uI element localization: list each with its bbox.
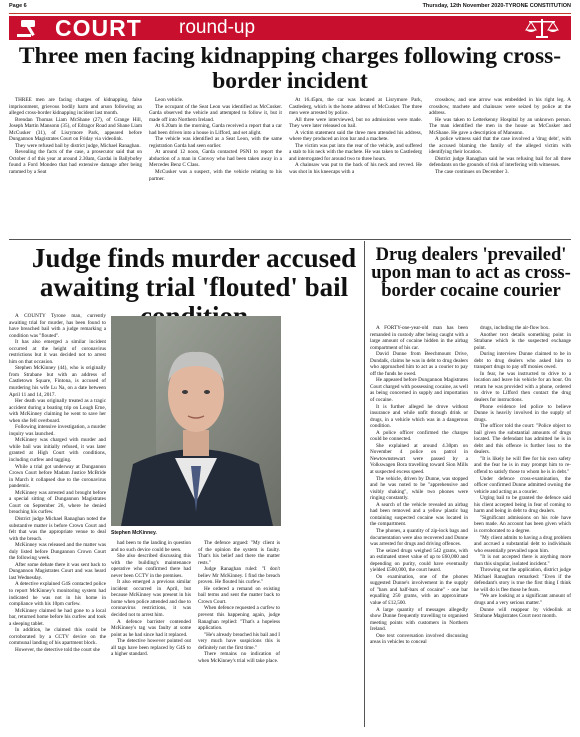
paragraph: At 6.20am in the morning, Garda received a report that a car had been driven into a house in Lifford, and set alight. [149, 123, 282, 136]
story1-column-3 [289, 97, 422, 176]
paragraph: It is further alleged he drove without insurance and while unfit through drink or drugs, in a vehicle which was in a dangerous condition. [370, 403, 468, 430]
paragraph: Another text details something point in Strabane which is the suspected exchange point. [474, 331, 571, 351]
paragraph: In addition, he claimed this could be corroborated by a CCTV device on the communal landing of his apartment block. [9, 627, 106, 647]
paragraph: "He's already breached his bail and I very much have suspicions this is definitely not the first time." [198, 631, 280, 651]
paragraph: One text conversation involved discussing areas in vehicles to conceal [370, 632, 468, 646]
paragraph: While a trial got underway at Dungannon Crown Court before Madam Justice McBride in March it collapsed due to the coronavirus pandemic. [9, 463, 106, 490]
paragraph: She also described discussing this with the building's maintenance operative who confirmed there had never been CCTV in the premises. [111, 553, 191, 579]
paragraph: "My client admits to having a drug problem and accrued a substantial debt to individuals who essentially prevailed upon him. [474, 534, 572, 554]
story2-column-3 [198, 540, 280, 664]
paragraph: On examination, one of the phones suggested Dunne's involvement in the supply of "bars and half-bars of cocaine" - one bar equalling 250 grams, with an approximate value of £12,500. [370, 573, 468, 606]
paragraph: The occupant of the Seat Leon was identified as McCusker. Garda observed the vehicle and attempted to follow it, but it made off into Northern Ireland. [149, 103, 282, 123]
paragraph: drugs, including the air-flow box. [480, 325, 550, 331]
paragraph: A search of the vehicle revealed an airbag had been removed and a yellow plastic bag containing suspected cocaine was located in the compartment. [370, 501, 468, 528]
paragraph: Judge Ranaghan ruled: "I don't believ Mr McKinney. I find the breach proven. He flouted his curfew." [198, 566, 280, 586]
paragraph: At around 12 noon, Garda contacted PSNI to report the abduction of a man in Convoy who had been taken away in a Mercedes Benz C Class. [149, 149, 282, 169]
paragraph: A chainsaw was put to the back of his neck and revved. He was shot in his kneecaps with a [289, 162, 422, 176]
story1-headline: Three men facing kidnapping charges following cross-border incident [18, 43, 562, 94]
paragraph: A detective explained G4S contacted police to report McKinney's monitoring system had indicated he was not in his home in compliance with his 10pm curfew. [9, 581, 106, 608]
paragraph: Following intensive investigation, a murder inquiry was launched. [9, 424, 106, 437]
paragraph: It has also emerged a similar incident occurred at the height of coronavirus restrictions but it was decided not to arrest him on that occasion. [9, 339, 106, 365]
gavel-icon [15, 18, 51, 38]
paragraph: "It is likely he will flee for his own safety and the fear he is in may prompt him to re-offend to satisfy those to whom he is in debt." [474, 455, 571, 476]
paragraph: Her death was originally treated as a tragic accident during a boating trip on Lough Erne, with McKinney claiming he went to save her when she fell overboard. [9, 398, 106, 424]
paragraph: A police witness said that the case involved a 'drug debt', with the accused blaming the family of the alleged victim with identifying their location. [429, 136, 571, 156]
paragraph: In fear, he was instructed to drive to a location and leave his vehicle for an hour. On return he was provided with a phone, ordered to drive to Lifford then contact the drug dealers for instructions. [474, 370, 571, 404]
paragraph: David Dunne from Beechmount Drive, Dundalk, claims he was in debt to drug dealers who approached him to act as a courier to pay off the funds he owed. [370, 351, 468, 377]
paragraph: The officer told the court: "Police object to bail given the substantial amounts of drugs located. The defendant has admitted he is in debt and this offence is further loss to the dealers. [474, 423, 571, 456]
paragraph: District judge Ranaghan said he was refusing bail for all three defendants on the grounds of risk of interfering with witnesses. [429, 155, 571, 169]
paragraph: The defence argued: "My client is of the opinion the system is faulty. That's his belief and there the matter rests." [198, 540, 280, 566]
paragraph: During interview Dunne claimed to be in debt to drug dealers who asked him to transport drugs to pay off monies owed. [474, 351, 571, 371]
story2-column-1 [9, 313, 106, 653]
section-title: COURT [55, 15, 142, 41]
paragraph: Leon vehicle. [155, 97, 184, 103]
column-divider [364, 241, 365, 727]
paragraph: A police officer confirmed the charges could be connected. [370, 429, 468, 443]
paragraph: A defence barrister contended McKinney's tag was faulty at some point as he had since had it replaced. [111, 618, 191, 638]
paragraph: They were refused bail by district judge, Michael Ranaghan. [15, 142, 141, 149]
paragraph: The victim was put into the rear of the vehicle, and suffered a stab to his neck with the machete. He was taken to Castlederg and interrogated for around two to three hours. [289, 142, 422, 162]
paragraph: McKinney was released and the matter was duly listed before Dungannon Crown Court the following week. [9, 542, 106, 562]
paragraph: There remains no indication of when McKinney's trial will take place. [198, 651, 280, 664]
story-divider [9, 239, 571, 240]
paragraph: A large quantity of messages allegedly show Dunne frequently travelling to organised meeting points with customers in Northern Ireland. [370, 606, 468, 633]
paragraph: Brendan Thomas Liam McShane (27), of Grange Hill, Joseph Martin Mansonn (35), of Edragor Road and Shane Liam McCusker (31), of Lisrymore Park, appeared before Dungannon Magistrates Court on Friday via videolink. [9, 116, 142, 143]
story2-column-2 [111, 540, 191, 658]
page-number: Page 6 [9, 3, 27, 9]
section-banner [9, 16, 571, 40]
story3-column-2 [474, 325, 571, 620]
stephen-mckinney-photo [111, 316, 281, 526]
paragraph: Throwing out the application, district judge Michael Ranaghan remarked: "Even if the defendant's story is true the first thing I think he will do is flee those he fears. [474, 567, 571, 593]
story2-headline: Judge finds murder accused awaiting trial 'flouted' bail [31, 243, 357, 302]
story1-column-1 [9, 97, 142, 176]
paragraph: Revealing the facts of the case, a prosecutor said that on October 4 of this year at around 2.30am, Gardai in Ballybofey found a Ford Mondeo that had extensive damage after being rammed by a Seat [9, 149, 142, 176]
paragraph: McKinney claimed he had gone to a local bar, returned home before his curfew and took a sleeping tablet. [9, 607, 106, 627]
paragraph: "We are looking at a significant amount of drugs and a very serious matter." [474, 593, 571, 606]
paragraph: McCusker was a suspect, with the vehicle relating to his partner. [149, 169, 282, 182]
paragraph: The vehicle was identified as a Seat Leon, with the same registration Garda had seen earlier. [149, 136, 282, 149]
paragraph: He was taken to Letterkenny Hospital by an unknown person. The man identified the men in the house as McCusker and McShane. He gave a description of Mansonn. [429, 116, 571, 136]
story1-column-4 [429, 97, 571, 176]
paragraph: McKinney was charged with murder and while bail was initially refused, it was later granted at High Court with conditions, including curfew and tagging. [9, 437, 106, 464]
dateline: Thursday, 12th November 2020-TYRONE CONSTITUTION [422, 3, 571, 9]
story1-column-2 [149, 97, 282, 182]
section-subtitle: round-up [179, 17, 256, 38]
paragraph: A FORTY-one-year-old man has been remanded in custody after being caught with a large amount of cocaine hidden in the airbag compartment of his car. [370, 325, 468, 351]
photo-caption: Stephen McKinney. [111, 530, 157, 536]
paragraph: had been to the landing in question and no such device could be seen. [111, 540, 191, 553]
paragraph: THREE men are facing charges of kidnapping, false imprisonment, grievous bodily harm and arson following an alleged cross-border kidnapping incident last month. [9, 97, 142, 117]
paragraph: Phone evidence led police to believe Dunne is heavily involved in the supply of drugs. [474, 403, 571, 423]
paragraph: When defence requested a curfew to prevent this happening again, judge Ranaghan replied: "That's a hopeless application. [198, 605, 280, 632]
page-header [0, 0, 580, 14]
paragraph: A victim statement said the three men attended his address, where they produced an iron bar and a machete. [289, 129, 422, 143]
paragraph: He ordered a remand on existing bail terms and sent the matter back to Crown Court. [198, 585, 280, 605]
paragraph: He appeared before Dungannon Magistrates Court charged with possessing cocaine, as well as being concerned in supply and importation of cocaine. [370, 377, 468, 404]
paragraph: "It is not accepted there is anything more than this singular, isolated incident." [474, 554, 571, 567]
story3-column-1 [370, 325, 468, 646]
paragraph: The detective however pointed out all tags have been replaced by G4S to a higher standard. [111, 638, 191, 658]
paragraph: All three were interviewed, but no admissions were made. They were later released on bail. [289, 116, 422, 130]
paragraph: Under defence cross-examination, the officer confirmed Dunne admitted owning the vehicle and acting as a courier. [474, 475, 571, 495]
story3-headline: Drug dealers 'prevailed' upon man to act as cross-border cocaine courier [371, 245, 571, 301]
paragraph: District judge Michael Ranaghan noted the substantive matter is before Crown Court and felt that was the appropriate venue to deal with the breach. [9, 515, 106, 542]
paragraph: After some debate there it was sent back to Dungannon Magistrates Court and was heard last Wednesday. [9, 561, 106, 581]
paragraph: The case continues on December 3. [435, 169, 509, 176]
paragraph: The seized drugs weighed 542 grams, with an estimated street value of up to £60,000 and depending on purity, could have eventually yielded £500,000, the court heard. [370, 547, 468, 574]
paragraph: Stephen McKinney (44), who is originally from Strabane but with an address of Castletown Square, Fintona, is accused of murdering his wife Lu Na, on a date between April 11 and 14, 2017. [9, 365, 106, 398]
paragraph: It also emerged a previous similar incident occurred in April, but because McKinney was present in his home when police attended and due to coronavirus restrictions, it was decided not to arrest him. [111, 579, 191, 619]
scales-of-justice-icon [523, 17, 561, 39]
header-rule [9, 13, 571, 14]
paragraph: McKinney was arrested and brought before a special sitting of Dungannon Magistrates Court on September 26, where he denied breaching his curfew. [9, 489, 106, 516]
paragraph: The vehicle, driven by Dunne, was stopped and he was noted to be "apprehensive and visibly shaking", while two phones were ringing constantly. [370, 475, 468, 502]
paragraph: crossbow, and one arrow was embedded in his right leg. A crossbow, machete and chainsaw were seized by police at the address. [429, 97, 571, 117]
paragraph: The phones, a quantity of zip-lock bags and documentation were also recovered and Dunne was arrested for drugs and driving offences. [370, 527, 468, 548]
paragraph: A COUNTY Tyrone man, currently awaiting trial for murder, has been found to have breached bail with a judge remarking a condition was "flouted". [9, 313, 106, 339]
paragraph: "Significant admissions on his role have been made. An account has been given which is corroborated to a degree. [474, 514, 571, 534]
paragraph: Dunne will reappear by videolink at Strabane Magistrates Court next month. [474, 606, 571, 620]
paragraph: However, the detective told the court she [15, 646, 100, 653]
paragraph: At 16.45pm, the car was located at Lisrymore Park, Castlederg, which is the home address of McCusker. The three men were arrested by police. [289, 97, 422, 117]
paragraph: She explained at around 4.30pm on November 4 police on patrol in Newtownstewart were passed by a Volkswagen Bora travelling toward Sion Mills at suspected excess speed. [370, 442, 468, 476]
paragraph: Urging bail to be granted the defence said his client accepted being in fear of coming to harm and being in debt to drug dealers. [474, 495, 571, 515]
